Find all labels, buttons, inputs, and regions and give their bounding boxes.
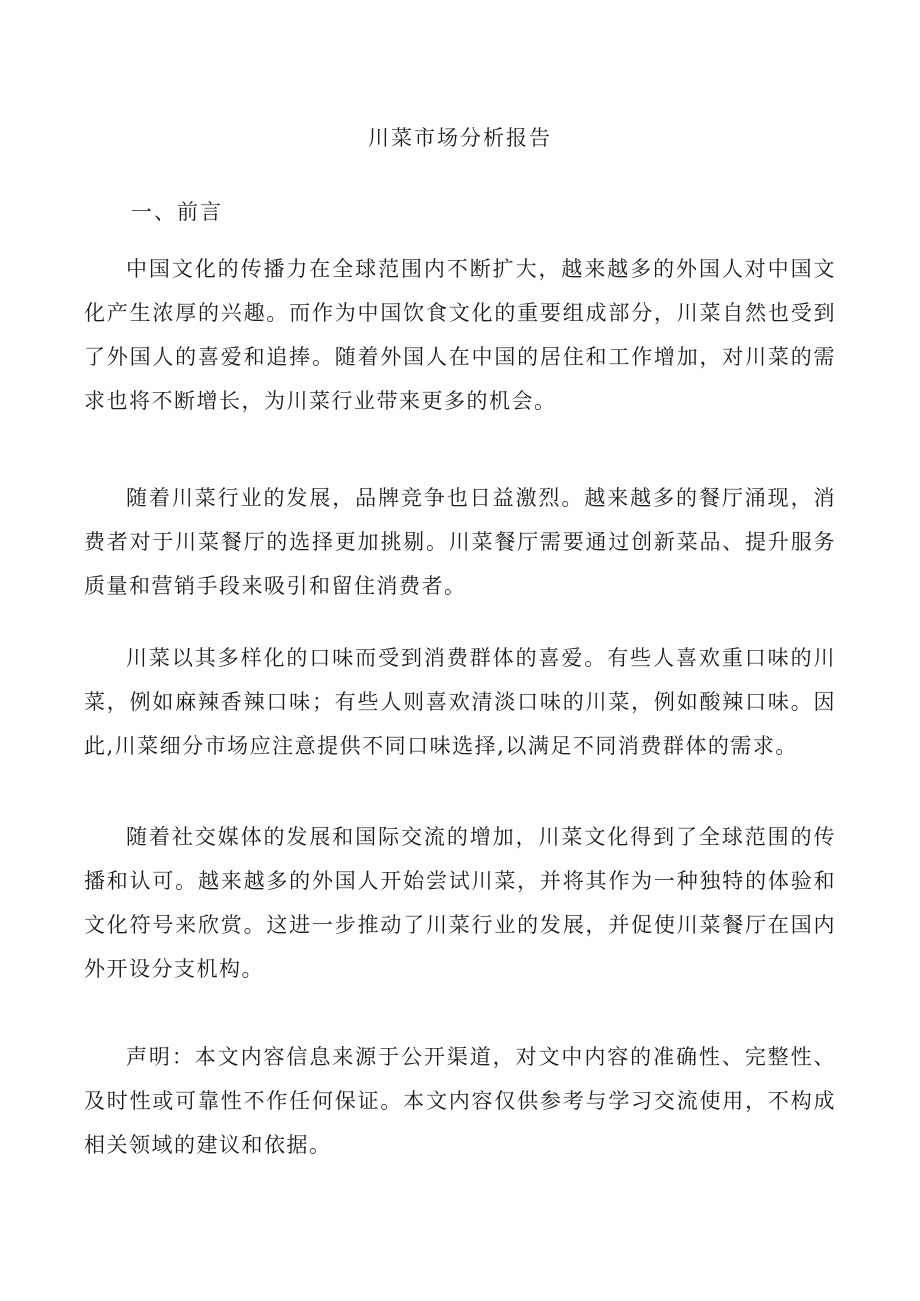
paragraph-competition: 随着川菜行业的发展，品牌竞争也日益激烈。越来越多的餐厅涌现，消费者对于川菜餐厅的选择更加挑剔。川菜餐厅需要通过创新菜品、提升服务质量和营销手段来吸引和留住消费者。 (84, 486, 836, 598)
paragraph-social-media: 随着社交媒体的发展和国际交流的增加，川菜文化得到了全球范围的传播和认可。越来越多的外国人开始尝试川菜，并将其作为一种独特的体验和文化符号来欣赏。这进一步推动了川菜行业的发展，并促使川菜餐厅在国内外开设分支机构。 (84, 825, 836, 981)
paragraph-intro: 中国文化的传播力在全球范围内不断扩大，越来越多的外国人对中国文化产生浓厚的兴趣。而作为中国饮食文化的重要组成部分，川菜自然也受到了外国人的喜爱和追捧。随着外国人在中国的居住和工作增加，对川菜的需求也将不断增长，为川菜行业带来更多的机会。 (84, 257, 836, 413)
document-title: 川菜市场分析报告 (368, 126, 552, 150)
paragraph-flavors: 川菜以其多样化的口味而受到消费群体的喜爱。有些人喜欢重口味的川菜，例如麻辣香辣口味；有些人则喜欢清淡口味的川菜，例如酸辣口味。因此,川菜细分市场应注意提供不同口味选择,以满足不同消费群体的需求。 (84, 646, 836, 758)
section-heading: 一、前言 (131, 200, 223, 224)
paragraph-disclaimer: 声明：本文内容信息来源于公开渠道，对文中内容的准确性、完整性、及时性或可靠性不作任何保证。本文内容仅供参考与学习交流使用，不构成相关领域的建议和依据。 (84, 1045, 836, 1157)
